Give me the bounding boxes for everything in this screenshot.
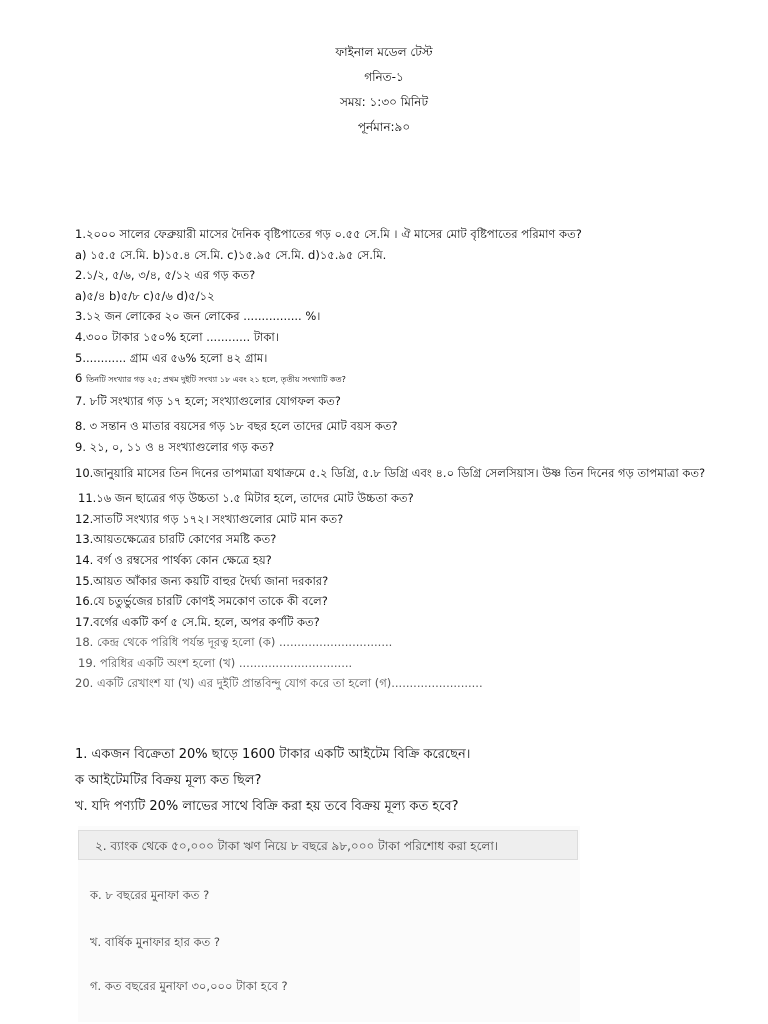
word-problem-1-part-b: খ. যদি পণ্যটি 20% লাভের সাথে বিক্রি করা হয় তবে বিক্রয় মূল্য কত হবে? [75, 799, 459, 814]
word-problem-2-stem: ২. ব্যাংক থেকে ৫০,০০০ টাকা ঋণ নিয়ে ৮ বছরে ৯৮,০০০ টাকা পরিশোধ করা হলো। [78, 830, 578, 860]
question-20: 20. একটি রেখাংশ যা (খ) এর দুইটি প্রান্তবিন্দু যোগ করে তা হলো (গ)......................... [75, 676, 483, 691]
question-4: 4.৩০০ টাকার ১৫০% হলো ............ টাকা। [75, 329, 279, 344]
word-problem-2-part-c: গ. কত বছরের মুনাফা ৩০,০০০ টাকা হবে ? [90, 979, 288, 993]
question-1-options: a) ১৫.৫ সে.মি. b)১৫.৪ সে.মি. c)১৫.৯৫ সে.মি. d)১৫.৯৫ সে.মি. [75, 247, 387, 262]
question-10: 10.জানুয়ারি মাসের তিন দিনের তাপমাত্রা যথাক্রমে ৫.২ ডিগ্রি, ৫.৮ ডিগ্রি এবং ৪.০ ডিগ্রি সেলসিয়াস। উষ্ণ তিন দিনের গড় তাপমাত্রা কত? [75, 465, 706, 480]
word-problem-1-stem: 1. একজন বিক্রেতা 20% ছাড়ে 1600 টাকার একটি আইটেম বিক্রি করেছেন। [75, 747, 471, 762]
question-17: 17.বর্গের একটি কর্ণ ৫ সে.মি. হলে, অপর কর্ণটি কত? [75, 614, 320, 629]
word-problem-1 [75, 742, 755, 820]
question-18: 18. কেন্দ্র থেকে পরিধি পর্যন্ত দূরত্ব হলো (ক) ............................... [75, 635, 393, 650]
question-16: 16.যে চতুর্ভুজের চারটি কোণই সমকোণ তাকে কী বলে? [75, 594, 328, 609]
question-13: 13.আয়তক্ষেত্রের চারটি কোণের সমষ্টি কত? [75, 532, 277, 547]
question-list [75, 224, 755, 694]
word-problem-1-part-a: ক আইটেমটির বিক্রয় মূল্য কত ছিল? [75, 773, 262, 788]
question-14: 14. বর্গ ও রম্বসের পার্থক্য কোন ক্ষেত্রে হয়? [75, 552, 272, 567]
question-6-text: তিনটি সংখ্যার গড় ২৫; প্রথম দুইটি সংখ্যা ১৮ এবং ২১ হলে, তৃতীয় সংখ্যাটি কত? [85, 375, 346, 385]
word-problem-2-part-a: ক. ৮ বছরের মুনাফা কত ? [90, 888, 210, 902]
word-problem-2-box [78, 826, 580, 1022]
question-6 [75, 368, 755, 391]
exam-header [0, 40, 768, 140]
question-3: 3.১২ জন লোকের ২০ জন লোকের ................ %। [75, 309, 321, 324]
exam-time: সময়: ১:৩০ মিনিট [340, 95, 428, 109]
question-8: 8. ৩ সন্তান ও মাতার বয়সের গড় ১৮ বছর হলে তাদের মোট বয়স কত? [75, 419, 398, 434]
question-15: 15.আয়ত আঁকার জন্য কয়টি বাহুর দৈর্ঘ্য জানা দরকার? [75, 573, 329, 588]
exam-full-marks: পূর্নমান:৯০ [357, 120, 411, 134]
question-2: 2.১/২, ৫/৬, ৩/৪, ৫/১২ এর গড় কত? [75, 268, 256, 283]
question-9: 9. ২১, ০, ১১ ও ৪ সংখ্যাগুলোর গড় কত? [75, 439, 275, 454]
exam-title: ফাইনাল মডেল টেস্ট [335, 45, 433, 59]
question-5: 5............ গ্রাম এর ৫৬% হলো ৪২ গ্রাম। [75, 350, 268, 365]
question-6-number: 6 [75, 371, 83, 386]
question-12: 12.সাতটি সংখ্যার গড় ১৭২। সংখ্যাগুলোর মোট মান কত? [75, 511, 344, 526]
exam-subject: গনিত-১ [364, 70, 404, 84]
question-19: 19. পরিধির একটি অংশ হলো (খ) ............................... [78, 655, 353, 670]
question-2-options: a)৫/৪ b)৫/৮ c)৫/৬ d)৫/১২ [75, 288, 215, 303]
word-problem-2-part-b: খ. বার্ষিক মুনাফার হার কত ? [90, 935, 221, 949]
question-1: 1.২০০০ সালের ফেব্রুয়ারী মাসের দৈনিক বৃষ্টিপাতের গড় ০.৫৫ সে.মি । ঐ মাসের মোট বৃষ্টিপাতের পরিমাণ কত? [75, 227, 582, 241]
question-7: 7. ৮টি সংখ্যার গড় ১৭ হলে; সংখ্যাগুলোর যোগফল কত? [75, 393, 341, 408]
question-11: 11.১৬ জন ছাত্রের গড় উচ্চতা ১.৫ মিটার হলে, তাদের মোট উচ্চতা কত? [78, 491, 414, 506]
